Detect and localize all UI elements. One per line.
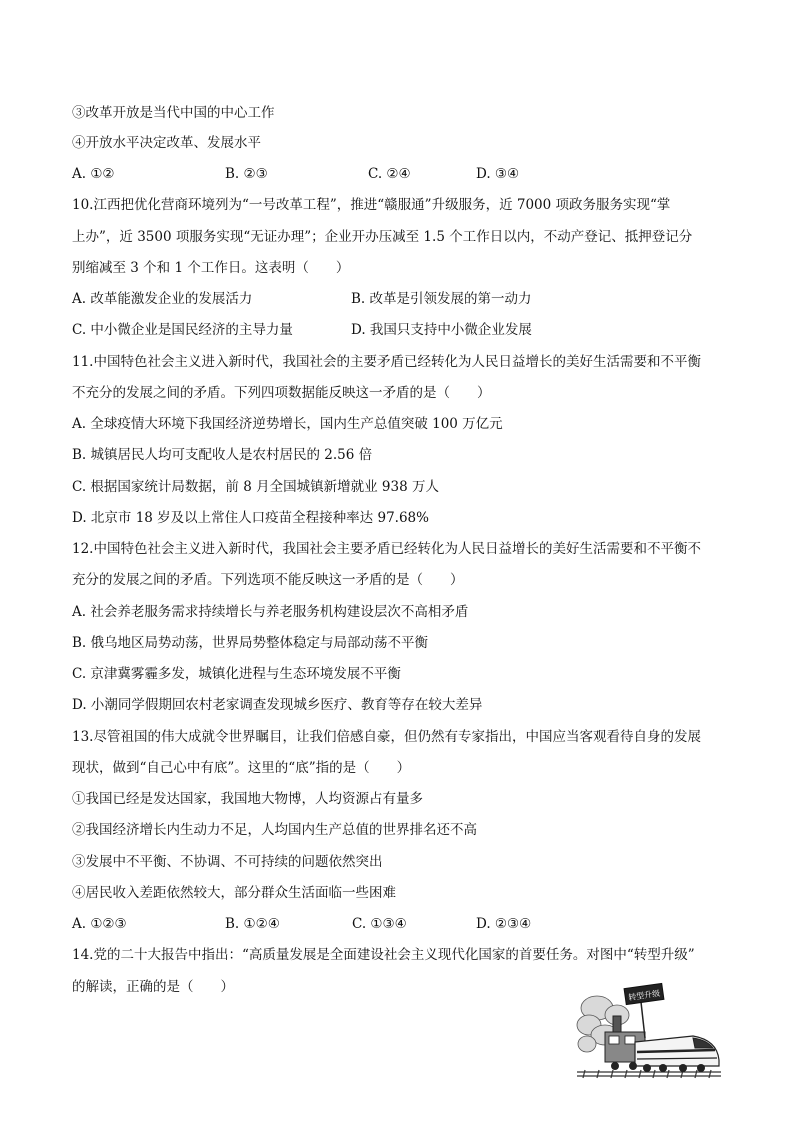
q10-stem-line3: 别缩减至 3 个和 1 个工作日。这表明（ ）	[72, 260, 350, 276]
q12-option-a: A. 社会养老服务需求持续增长与养老服务机构建设层次不高相矛盾	[72, 604, 469, 620]
q13-option-d: D. ②③④	[476, 916, 532, 932]
q9-statement-4: ④开放水平决定改革、发展水平	[72, 135, 261, 151]
q12-option-d: D. 小潮同学假期回农村老家调查发现城乡医疗、教育等存在较大差异	[72, 697, 483, 713]
q14-stem-line2: 的解读，正确的是（ ）	[72, 979, 234, 995]
q12-stem-line1: 12.中国特色社会主义进入新时代，我国社会主要矛盾已经转化为人民日益增长的美好生活需要和不平衡不	[72, 541, 701, 557]
q9-option-d: D. ③④	[476, 166, 520, 182]
q14-cartoon-image	[575, 980, 723, 1080]
q9-option-c: C. ②④	[368, 166, 411, 182]
q12-option-b: B. 俄乌地区局势动荡，世界局势整体稳定与局部动荡不平衡	[72, 635, 429, 651]
q11-stem-line1: 11.中国特色社会主义进入新时代，我国社会的主要矛盾已经转化为人民日益增长的美好生活需要和不平衡	[72, 354, 701, 370]
q9-option-b: B. ②③	[225, 166, 268, 182]
q13-statement-4: ④居民收入差距依然较大，部分群众生活面临一些困难	[72, 885, 396, 901]
q11-option-c: C. 根据国家统计局数据，前 8 月全国城镇新增就业 938 万人	[72, 479, 439, 495]
q10-option-b: B. 改革是引领发展的第一动力	[351, 291, 532, 307]
q10-option-d: D. 我国只支持中小微企业发展	[351, 322, 532, 338]
q9-option-a: A. ①②	[72, 166, 115, 182]
q11-option-b: B. 城镇居民人均可支配收人是农村居民的 2.56 倍	[72, 447, 373, 463]
q13-stem-line2: 现状，做到“自己心中有底”。这里的“底”指的是（ ）	[72, 760, 411, 776]
q13-statement-1: ①我国已经是发达国家，我国地大物博，人均资源占有量多	[72, 791, 423, 807]
q12-stem-line2: 充分的发展之间的矛盾。下列选项不能反映这一矛盾的是（ ）	[72, 572, 464, 588]
q11-option-a: A. 全球疫情大环境下我国经济逆势增长，国内生产总值突破 100 万亿元	[72, 416, 503, 432]
q14-cartoon-sign: 转型升级	[627, 988, 661, 1003]
q13-statement-3: ③发展中不平衡、不协调、不可持续的问题依然突出	[72, 854, 383, 870]
q13-option-c: C. ①③④	[352, 916, 407, 932]
q10-option-c: C. 中小微企业是国民经济的主导力量	[72, 322, 293, 338]
q11-stem-line2: 不充分的发展之间的矛盾。下列四项数据能反映这一矛盾的是（ ）	[72, 385, 491, 401]
q12-option-c: C. 京津冀雾霾多发，城镇化进程与生态环境发展不平衡	[72, 666, 401, 682]
q13-option-a: A. ①②③	[72, 916, 127, 932]
q10-option-a: A. 改革能激发企业的发展活力	[72, 291, 253, 307]
q9-statement-3: ③改革开放是当代中国的中心工作	[72, 105, 275, 121]
q13-statement-2: ②我国经济增长内生动力不足，人均国内生产总值的世界排名还不高	[72, 822, 477, 838]
q11-option-d: D. 北京市 18 岁及以上常住人口疫苗全程接种率达 97.68%	[72, 510, 429, 526]
q10-stem-line2: 上办”，近 3500 项服务实现“无证办理”；企业开办压减至 1.5 个工作日以内，不动产登记、抵押登记分	[72, 229, 693, 245]
q14-stem-line1: 14.党的二十大报告中指出：“高质量发展是全面建设社会主义现代化国家的首要任务。对图中“转型升级”	[72, 947, 695, 963]
q13-option-b: B. ①②④	[225, 916, 280, 932]
q10-stem-line1: 10.江西把优化营商环境列为“一号改革工程”，推进“赣服通”升级服务，近 7000 项政务服务实现“掌	[72, 197, 671, 213]
q13-stem-line1: 13.尽管祖国的伟大成就令世界瞩目，让我们倍感自豪，但仍然有专家指出，中国应当客观看待自身的发展	[72, 729, 701, 745]
